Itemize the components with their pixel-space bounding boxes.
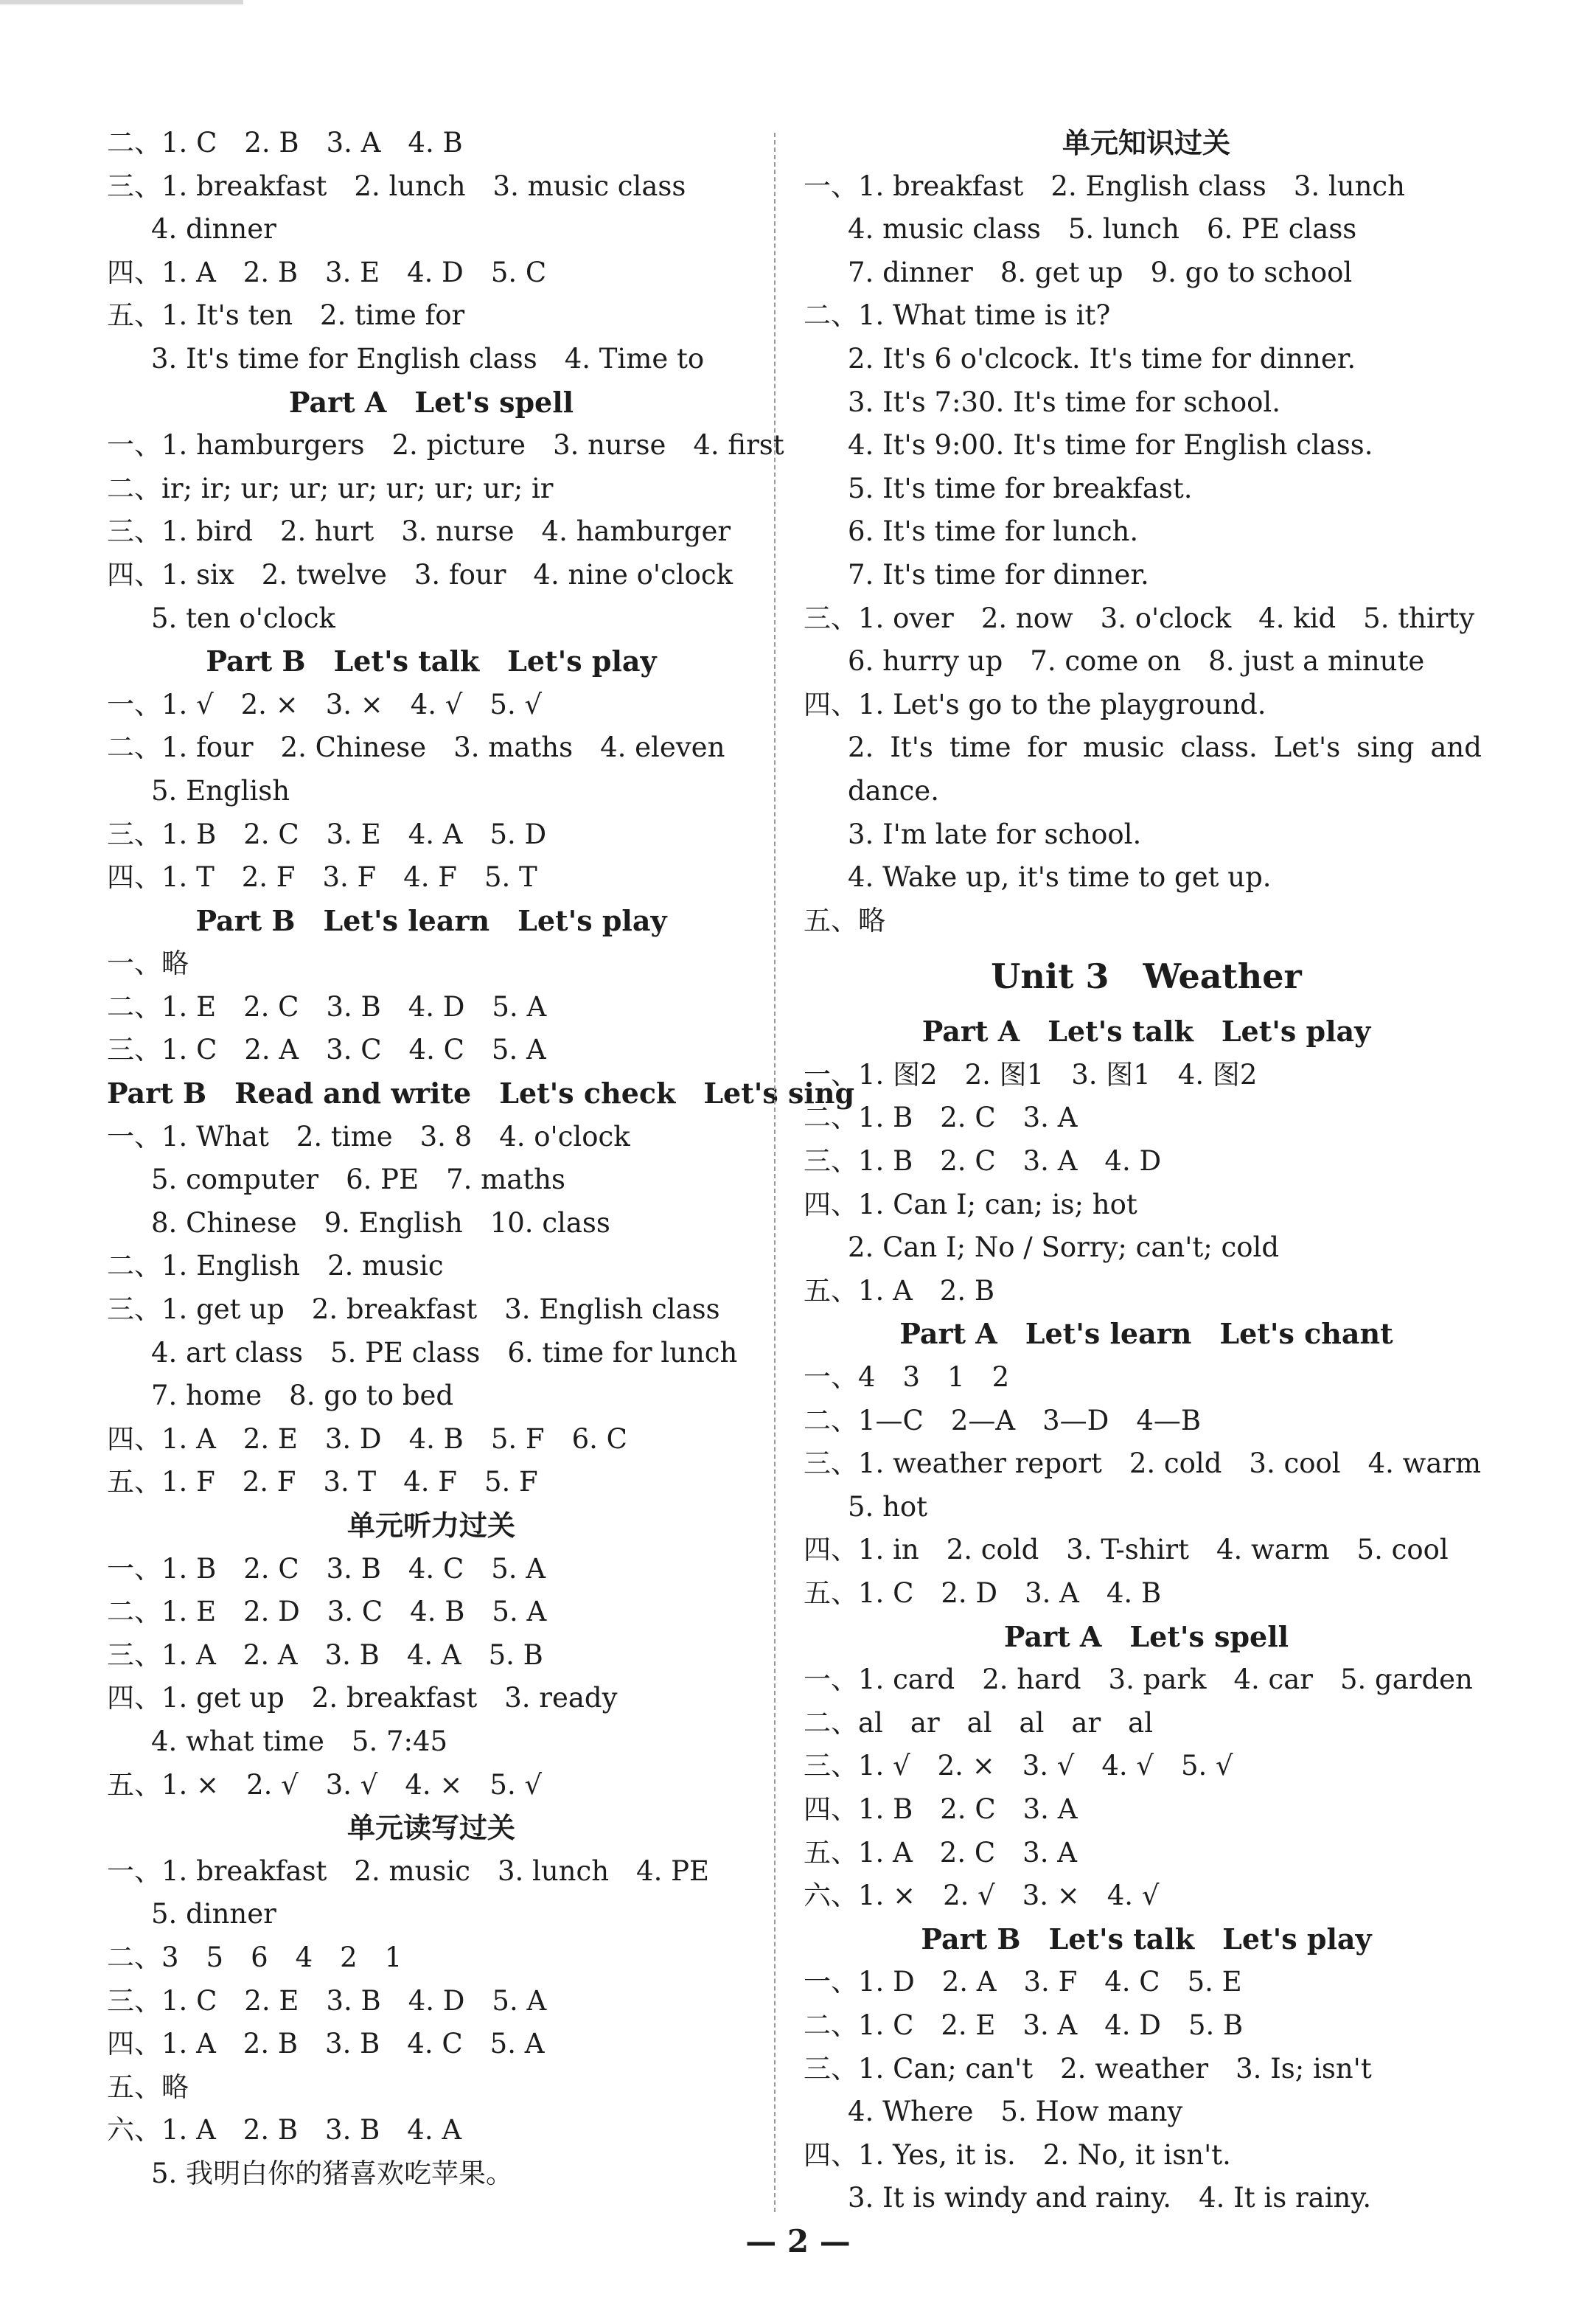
section-heading: Part B Let's talk Let's play xyxy=(921,1922,1372,1956)
answer-line: 四、1. A 2. B 3. B 4. C 5. A xyxy=(107,2028,545,2060)
answer-line: 五、1. C 2. D 3. A 4. B xyxy=(804,1577,1162,1609)
word: It's xyxy=(890,731,933,764)
answer-line: 三、1. Can; can't 2. weather 3. Is; isn't xyxy=(804,2052,1372,2085)
answer-line: 一、1. breakfast 2. music 3. lunch 4. PE xyxy=(107,1855,710,1887)
word: 2. xyxy=(848,731,874,764)
answer-line: 二、1. C 2. E 3. A 4. D 5. B xyxy=(804,2009,1244,2041)
word: and xyxy=(1430,731,1482,764)
answer-line: 4. It's 9:00. It's time for English class. xyxy=(848,429,1373,462)
answer-line: 六、1. × 2. √ 3. × 4. √ xyxy=(804,1880,1160,1912)
answer-line: 三、1. B 2. C 3. E 4. A 5. D xyxy=(107,818,547,850)
answer-line: 5. ten o'clock xyxy=(151,602,335,634)
answer-line: 三、1. bird 2. hurt 3. nurse 4. hamburger xyxy=(107,515,731,548)
answer-column-right xyxy=(804,122,1489,2220)
answer-line: 二、1. B 2. C 3. A xyxy=(804,1102,1078,1134)
answer-line: 五、1. × 2. √ 3. √ 4. × 5. √ xyxy=(107,1768,543,1801)
answer-line: 四、1. Can I; can; is; hot xyxy=(804,1188,1137,1220)
answer-line: 3. It's time for English class 4. Time to xyxy=(151,342,705,375)
answer-line: 6. hurry up 7. come on 8. just a minute xyxy=(848,645,1425,678)
answer-line: 5. computer 6. PE 7. maths xyxy=(151,1164,565,1196)
answer-line: 一、1. hamburgers 2. picture 3. nurse 4. first xyxy=(107,429,784,462)
answer-line: 三、1. get up 2. breakfast 3. English class xyxy=(107,1293,720,1326)
answer-line: 一、略 xyxy=(107,948,189,980)
answer-line: 三、1. C 2. A 3. C 4. C 5. A xyxy=(107,1034,546,1066)
answer-line: 五、略 xyxy=(107,2071,189,2103)
answer-line: 四、1. T 2. F 3. F 4. F 5. T xyxy=(107,861,537,894)
answer-line: 8. Chinese 9. English 10. class xyxy=(151,1206,610,1239)
answer-line: 5. dinner xyxy=(151,1898,276,1930)
word: for xyxy=(1027,731,1067,764)
section-heading: Part A Let's spell xyxy=(288,385,574,419)
answer-line: 四、1. six 2. twelve 3. four 4. nine o'clock xyxy=(107,558,733,591)
section-heading: 单元听力过关 xyxy=(346,1509,515,1542)
section-heading: Part A Let's talk Let's play xyxy=(921,1015,1371,1049)
answer-line: 二、1. four 2. Chinese 3. maths 4. eleven xyxy=(107,731,725,764)
answer-line: 六、1. A 2. B 3. B 4. A xyxy=(107,2114,462,2147)
answer-line: 五、1. F 2. F 3. T 4. F 5. F xyxy=(107,1466,538,1498)
answer-line: 四、1. in 2. cold 3. T-shirt 4. warm 5. cool xyxy=(804,1534,1449,1566)
answer-line: 5. English xyxy=(151,774,290,807)
section-heading: Part B Let's learn Let's play xyxy=(195,903,667,937)
answer-line: 三、1. A 2. A 3. B 4. A 5. B xyxy=(107,1638,543,1671)
answer-line: 5. It's time for breakfast. xyxy=(848,472,1193,504)
section-heading: Part A Let's learn Let's chant xyxy=(899,1317,1393,1351)
word: music xyxy=(1083,731,1165,764)
answer-line: 3. It's 7:30. It's time for school. xyxy=(848,386,1281,418)
answer-line: 二、1. E 2. C 3. B 4. D 5. A xyxy=(107,990,547,1023)
unit-title: Unit 3 Weather xyxy=(991,956,1302,997)
answer-line: 4. dinner xyxy=(151,213,276,246)
answer-line: 一、4 3 1 2 xyxy=(804,1361,1010,1394)
answer-line: 四、1. Let's go to the playground. xyxy=(804,688,1266,720)
answer-line: 3. I'm late for school. xyxy=(848,818,1142,850)
answer-line: 二、1—C 2—A 3—D 4—B xyxy=(804,1404,1202,1436)
answer-line: 五、略 xyxy=(804,904,885,936)
answer-line: 一、1. breakfast 2. English class 3. lunch xyxy=(804,170,1405,202)
answer-line: 二、1. English 2. music xyxy=(107,1250,444,1282)
answer-line: 二、1. E 2. D 3. C 4. B 5. A xyxy=(107,1596,547,1628)
answer-line: 四、1. B 2. C 3. A xyxy=(804,1793,1078,1825)
page-number: — 2 — xyxy=(745,2223,851,2259)
answer-line: 四、1. Yes, it is. 2. No, it isn't. xyxy=(804,2138,1231,2171)
answer-line: 5. hot xyxy=(848,1490,928,1523)
answer-line: 三、1. weather report 2. cold 3. cool 4. warm xyxy=(804,1447,1482,1480)
answer-line: 一、1. B 2. C 3. B 4. C 5. A xyxy=(107,1552,546,1585)
section-heading: Part A Let's spell xyxy=(1003,1619,1289,1653)
answer-line: dance. xyxy=(848,774,939,807)
word: class. xyxy=(1180,731,1258,764)
answer-line: 三、1. B 2. C 3. A 4. D xyxy=(804,1145,1162,1178)
answer-line: 5. 我明白你的猪喜欢吃苹果。 xyxy=(151,2157,514,2189)
answer-column-left xyxy=(107,122,855,2196)
answer-line: 7. It's time for dinner. xyxy=(848,558,1149,591)
answer-line: 四、1. get up 2. breakfast 3. ready xyxy=(107,1682,618,1714)
word: time xyxy=(949,731,1011,764)
answer-line: 二、1. C 2. B 3. A 4. B xyxy=(107,127,463,159)
answer-line: 五、1. A 2. C 3. A xyxy=(804,1836,1077,1869)
answer-line: 7. dinner 8. get up 9. go to school xyxy=(848,256,1353,288)
column-divider xyxy=(774,133,776,2212)
top-edge-mark xyxy=(0,0,243,4)
answer-line: 2. It's 6 o'clcock. It's time for dinner. xyxy=(848,342,1356,375)
answer-line: 4. Where 5. How many xyxy=(848,2096,1183,2128)
answer-line: 四、1. A 2. E 3. D 4. B 5. F 6. C xyxy=(107,1422,627,1455)
answer-line: 一、1. 图2 2. 图1 3. 图1 4. 图2 xyxy=(804,1058,1258,1091)
answer-line: 四、1. A 2. B 3. E 4. D 5. C xyxy=(107,256,547,288)
answer-line: 一、1. √ 2. × 3. × 4. √ 5. √ xyxy=(107,688,543,720)
section-heading: 单元读写过关 xyxy=(346,1811,515,1845)
section-heading: Part B Let's talk Let's play xyxy=(206,644,657,678)
answer-line: 7. home 8. go to bed xyxy=(151,1380,454,1412)
answer-line: 一、1. What 2. time 3. 8 4. o'clock xyxy=(107,1120,630,1153)
answer-line: 二、1. What time is it? xyxy=(804,299,1111,332)
answer-line: 6. It's time for lunch. xyxy=(848,515,1139,548)
answer-line: 4. art class 5. PE class 6. time for lunch xyxy=(151,1336,738,1369)
answer-line: 一、1. card 2. hard 3. park 4. car 5. garden xyxy=(804,1664,1473,1696)
answer-line: 三、1. √ 2. × 3. √ 4. √ 5. √ xyxy=(804,1750,1233,1782)
answer-line: 3. It is windy and rainy. 4. It is rainy. xyxy=(848,2182,1372,2214)
word: Let's xyxy=(1273,731,1341,764)
answer-line: 二、al ar al al ar al xyxy=(804,1706,1154,1739)
answer-line: 4. Wake up, it's time to get up. xyxy=(848,861,1272,894)
answer-line: 2. Can I; No / Sorry; can't; cold xyxy=(848,1231,1280,1264)
answer-line: 4. music class 5. lunch 6. PE class xyxy=(848,213,1357,246)
answer-line: 三、1. C 2. E 3. B 4. D 5. A xyxy=(107,1984,547,2017)
answer-line: 五、1. It's ten 2. time for xyxy=(107,299,465,332)
answer-line: 二、3 5 6 4 2 1 xyxy=(107,1941,403,1973)
answer-line xyxy=(804,726,1489,770)
section-heading: Part B Read and write Let's check Let's sing xyxy=(107,1077,855,1110)
answer-line: 三、1. over 2. now 3. o'clock 4. kid 5. thirty xyxy=(804,602,1475,634)
answer-line: 五、1. A 2. B xyxy=(804,1274,995,1307)
section-heading: 单元知识过关 xyxy=(1062,126,1230,159)
answer-line: 三、1. breakfast 2. lunch 3. music class xyxy=(107,170,686,202)
answer-line: 4. what time 5. 7:45 xyxy=(151,1725,448,1757)
word: sing xyxy=(1356,731,1415,764)
answer-line: 二、ir; ir; ur; ur; ur; ur; ur; ur; ir xyxy=(107,472,554,504)
answer-line: 一、1. D 2. A 3. F 4. C 5. E xyxy=(804,1966,1242,1998)
